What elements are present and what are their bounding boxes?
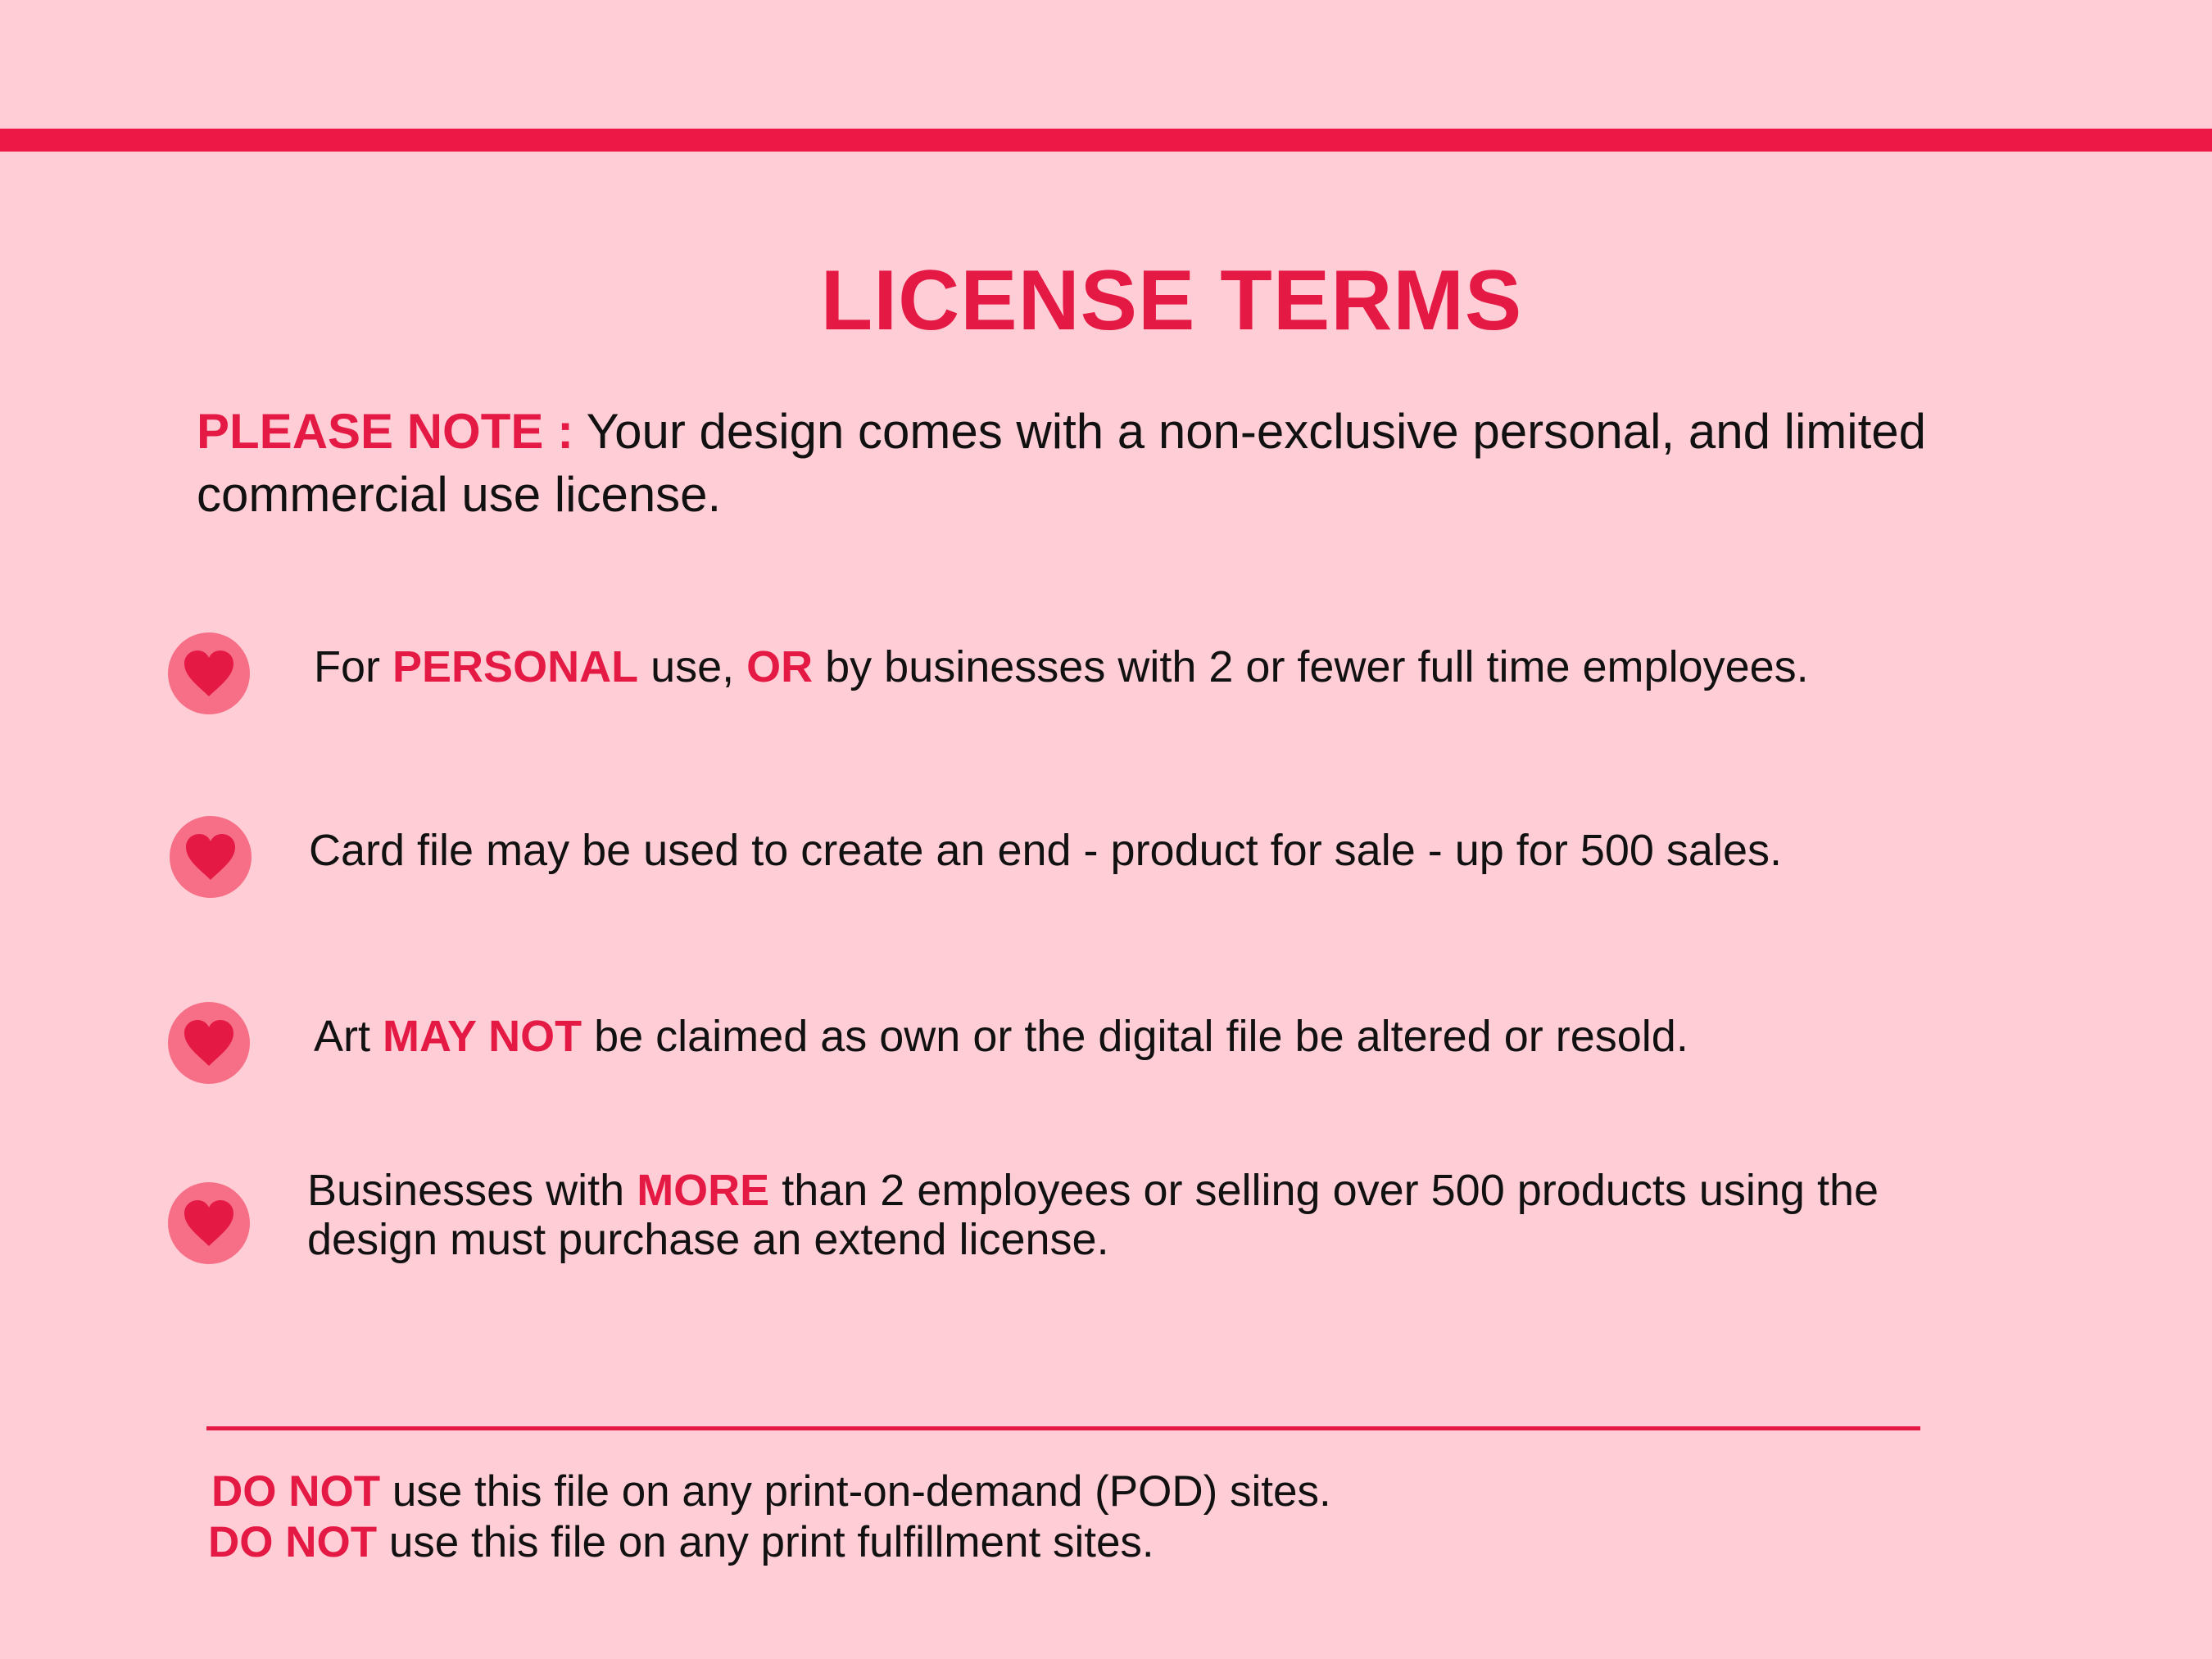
footer-divider (206, 1426, 1920, 1430)
note-text: Your design comes with a non-exclusive personal, and limited commercial use license. (197, 404, 1926, 522)
usage-restrictions (208, 1466, 1850, 1568)
license-term-no-resale (168, 1002, 1954, 1092)
bullet-text: Card file may be used to create an end - product for sale - up for 500 sales. (309, 826, 1782, 875)
restriction-fulfillment: DO NOT use this file on any print fulfillment sites. (208, 1518, 1154, 1566)
page-title: LICENSE TERMS (820, 253, 1523, 348)
top-accent-bar (0, 129, 2212, 152)
heart-icon (170, 816, 252, 898)
bullet-text: Businesses with MORE than 2 employees or selling over 500 products using the design must purchase an extend license. (307, 1166, 1879, 1264)
license-term-personal-use (168, 632, 1954, 723)
license-term-extended-license (168, 1166, 1954, 1272)
restriction-pod: DO NOT use this file on any print-on-demand (POD) sites. (211, 1467, 1331, 1516)
heart-icon (168, 1002, 250, 1084)
license-term-sales-limit (168, 816, 1954, 906)
bullet-text: For PERSONAL use, OR by businesses with 2 or fewer full time employees. (314, 642, 1809, 691)
note-label: PLEASE NOTE : (197, 404, 574, 459)
heart-icon (168, 632, 250, 714)
heart-icon (168, 1182, 250, 1264)
bullet-text: Art MAY NOT be claimed as own or the digital file be altered or resold. (314, 1012, 1688, 1061)
license-note (197, 400, 1999, 526)
